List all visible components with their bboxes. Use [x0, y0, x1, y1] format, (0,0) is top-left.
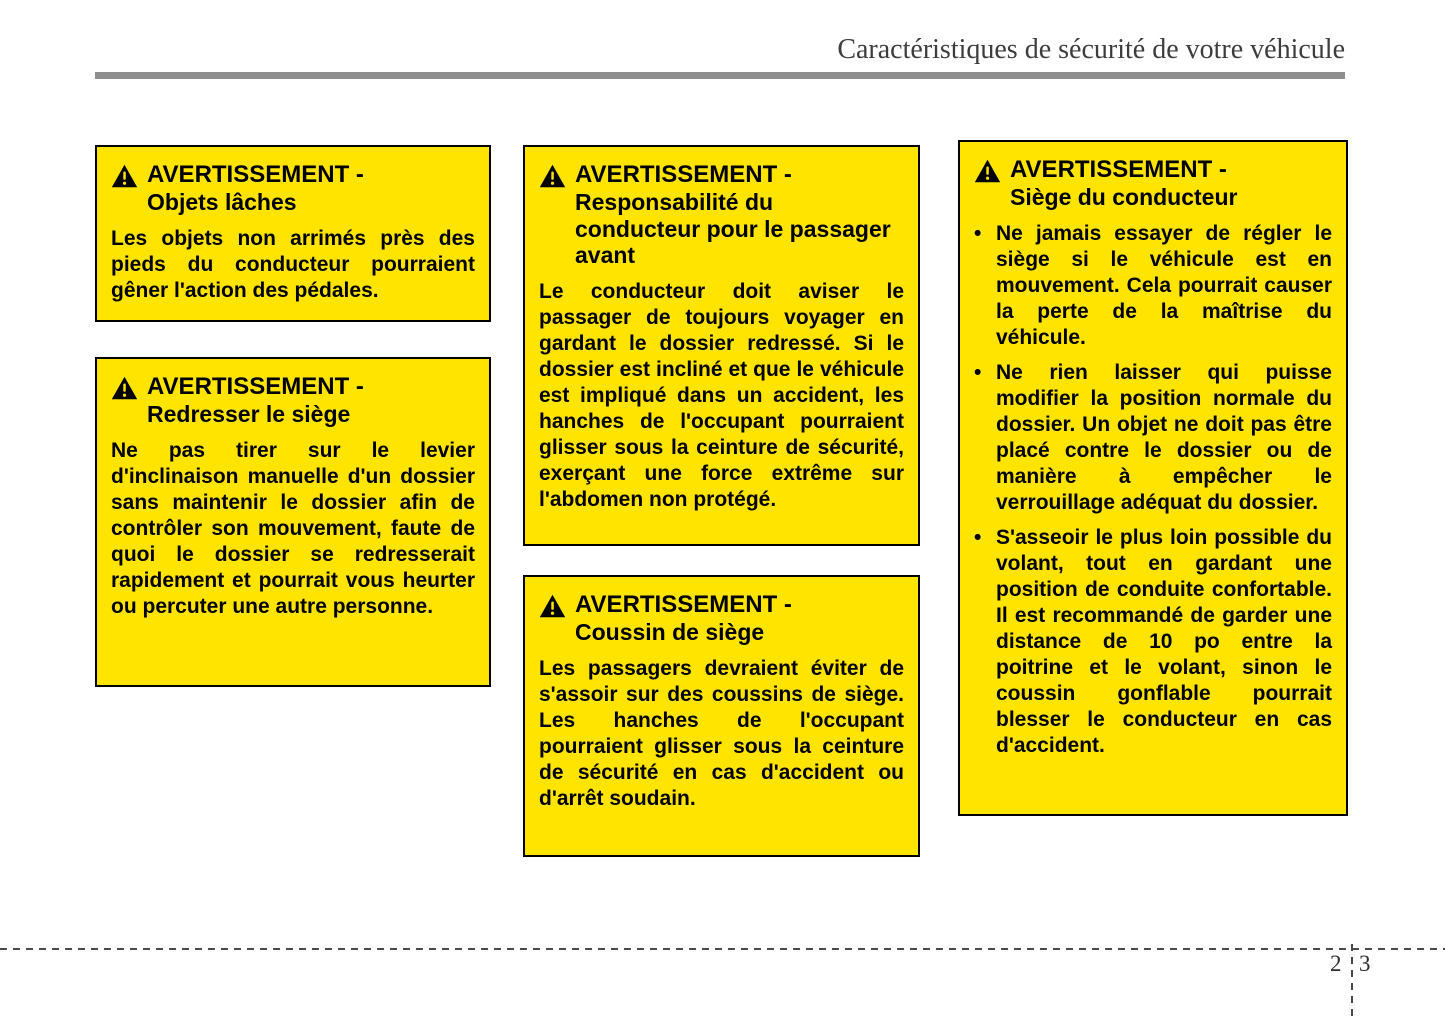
- bullet-marker: •: [974, 525, 982, 549]
- warning-triangle-icon: [539, 164, 566, 188]
- warning-bullet-text: Ne rien laisser qui puisse modifier la position normale du dossier. Un objet ne doit pas être placé contre le dossier ou de manière à empêcher le verrouillage adéquat du dossier.: [996, 360, 1332, 514]
- warning-bullet-text: S'asseoir le plus loin possible du volant, tout en gardant une position de conduite confortable. Il est recommandé de garder une distance de 10 po entre la poitrine et le volant, sinon le coussin gonflable pourrait blesser le conducteur en cas d'accident.: [996, 525, 1332, 758]
- warning-title-row: [539, 161, 904, 269]
- warning-box-redresser-le-siege: [95, 357, 491, 687]
- warning-body-text: Les objets non arrimés près des pieds du conducteur pourraient gêner l'action des pédales.: [111, 226, 475, 302]
- warning-title-row: [111, 161, 475, 216]
- warning-heading: AVERTISSEMENT -: [147, 373, 364, 400]
- warning-heading: AVERTISSEMENT -: [1010, 156, 1227, 183]
- warning-heading: AVERTISSEMENT -: [575, 161, 792, 188]
- page-title: Caractéristiques de sécurité de votre véhicule: [837, 34, 1345, 65]
- warning-body-text: Ne pas tirer sur le levier d'inclinaison manuelle d'un dossier sans maintenir le dossier afin de contrôler son mouvement, faute de quoi le dossier se redresserait rapidement et pourrait vous heurter ou percuter une autre personne.: [111, 438, 475, 618]
- warning-triangle-icon: [539, 594, 566, 618]
- warning-triangle-icon: [111, 164, 138, 188]
- page-number-left: 2: [1330, 951, 1342, 976]
- warning-heading: AVERTISSEMENT -: [147, 161, 364, 188]
- warning-title-row: [974, 156, 1332, 211]
- warning-subtitle: Responsabilité du conducteur pour le passager avant: [575, 188, 891, 269]
- bullet-marker: •: [974, 360, 982, 384]
- warning-subtitle: Redresser le siège: [147, 400, 351, 427]
- warning-triangle-icon: [111, 376, 138, 400]
- warning-bullet-item: [974, 525, 1332, 759]
- header-rule: [95, 72, 1345, 79]
- warning-box-coussin-de-siege: [523, 575, 920, 857]
- warning-body-text: Le conducteur doit aviser le passager de toujours voyager en gardant le dossier redressé. Si le dossier est incliné et que le véhicule est impliqué dans un accident, les hanches de l'occupant pourraient glisser sous la ceinture de sécurité, exerçant une force extrême sur l'abdomen non protégé.: [539, 279, 904, 512]
- warning-bullet-text: Ne jamais essayer de régler le siège si le véhicule est en mouvement. Cela pourrait causer la perte de la maîtrise du véhicule.: [996, 221, 1332, 349]
- footer-dashed-rule: [0, 948, 1445, 950]
- warning-bullet-item: [974, 221, 1332, 351]
- warning-box-responsabilite-conducteur: [523, 145, 920, 546]
- warning-bullet-item: [974, 360, 1332, 516]
- warning-subtitle: Objets lâches: [147, 188, 297, 215]
- warning-triangle-icon: [974, 159, 1001, 183]
- warning-subtitle: Coussin de siège: [575, 618, 765, 645]
- warning-box-siege-du-conducteur: [958, 140, 1348, 816]
- warning-body-text: Les passagers devraient éviter de s'assoir sur des coussins de siège. Les hanches de l'occupant pourraient glisser sous la ceinture de sécurité en cas d'accident ou d'arrêt soudain.: [539, 656, 904, 810]
- page-number-right: 3: [1359, 951, 1371, 976]
- bullet-marker: •: [974, 221, 982, 245]
- warning-heading: AVERTISSEMENT -: [575, 591, 792, 618]
- warning-title-row: [539, 591, 904, 646]
- footer-vertical-crop-mark: [1351, 944, 1353, 1019]
- warning-box-objets-laches: [95, 145, 491, 322]
- warning-title-row: [111, 373, 475, 428]
- warning-subtitle: Siège du conducteur: [1010, 183, 1238, 210]
- warning-bullet-list: [974, 221, 1332, 760]
